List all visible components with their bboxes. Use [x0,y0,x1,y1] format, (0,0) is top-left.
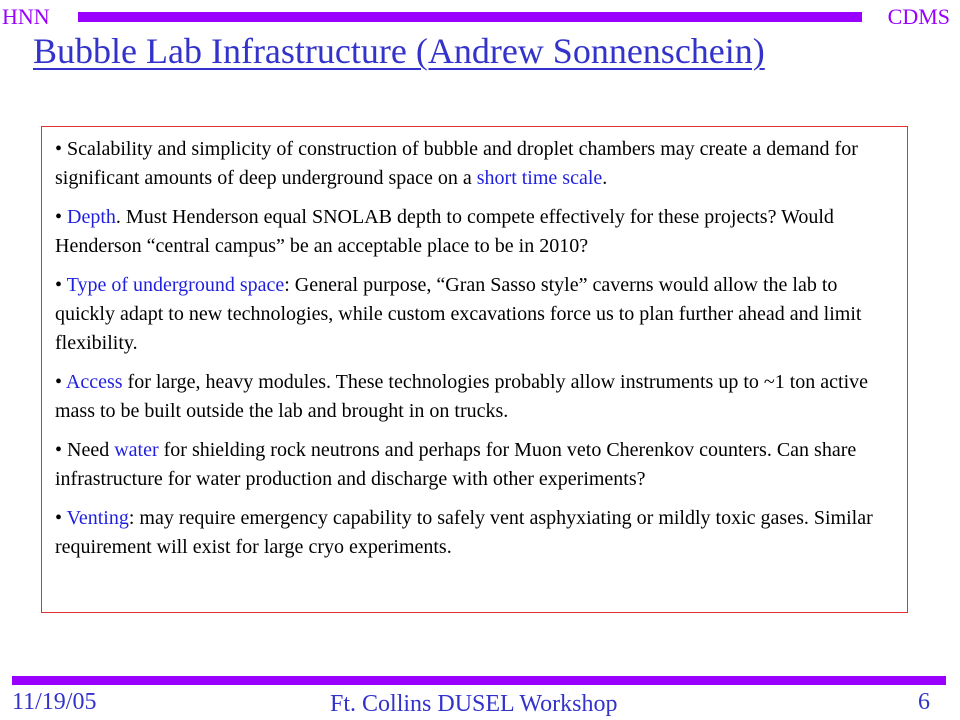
header-right-label: CDMS [887,4,950,29]
footer-workshop-title: Ft. Collins DUSEL Workshop [330,691,618,717]
highlight-text: Type of underground space [66,274,285,296]
slide-title: Bubble Lab Infrastructure (Andrew Sonnenschein) [33,31,765,71]
top-divider-bar [78,12,862,22]
footer-date: 11/19/05 [12,689,97,715]
header-left-label: HNN [2,4,50,29]
bullet-item: • Depth. Must Henderson equal SNOLAB depth to compete effectively for these projects? Would Henderson “central campus” be an acceptable place to be in 2010? [55,206,834,257]
highlight-text: Venting [66,507,129,529]
highlight-text: Depth [67,206,116,228]
content-box [41,126,908,613]
bullet-item: • Scalability and simplicity of construction of bubble and droplet chambers may create a demand for significant amounts of deep underground space on a short time scale. [55,138,858,189]
bullet-item: • Venting: may require emergency capability to safely vent asphyxiating or mildly toxic gases. Similar requirement will exist for large cryo experiments. [55,507,873,558]
highlight-text: short time scale [476,167,603,189]
highlight-text: Access [65,371,123,393]
page-number: 6 [918,689,930,715]
bullet-item: • Need water for shielding rock neutrons and perhaps for Muon veto Cherenkov counters. Can share infrastructure for water production and discharge with other experiments? [55,439,857,490]
highlight-text: water [114,439,159,461]
bullet-item: • Access for large, heavy modules. These technologies probably allow instruments up to ~1 ton active mass to be built outside the lab and brought in on trucks. [55,371,869,422]
bottom-divider-bar [12,676,946,685]
bullet-item: • Type of underground space: General purpose, “Gran Sasso style” caverns would allow the lab to quickly adapt to new technologies, while custom excavations force us to plan further ahead and limit flexibility. [55,274,862,354]
